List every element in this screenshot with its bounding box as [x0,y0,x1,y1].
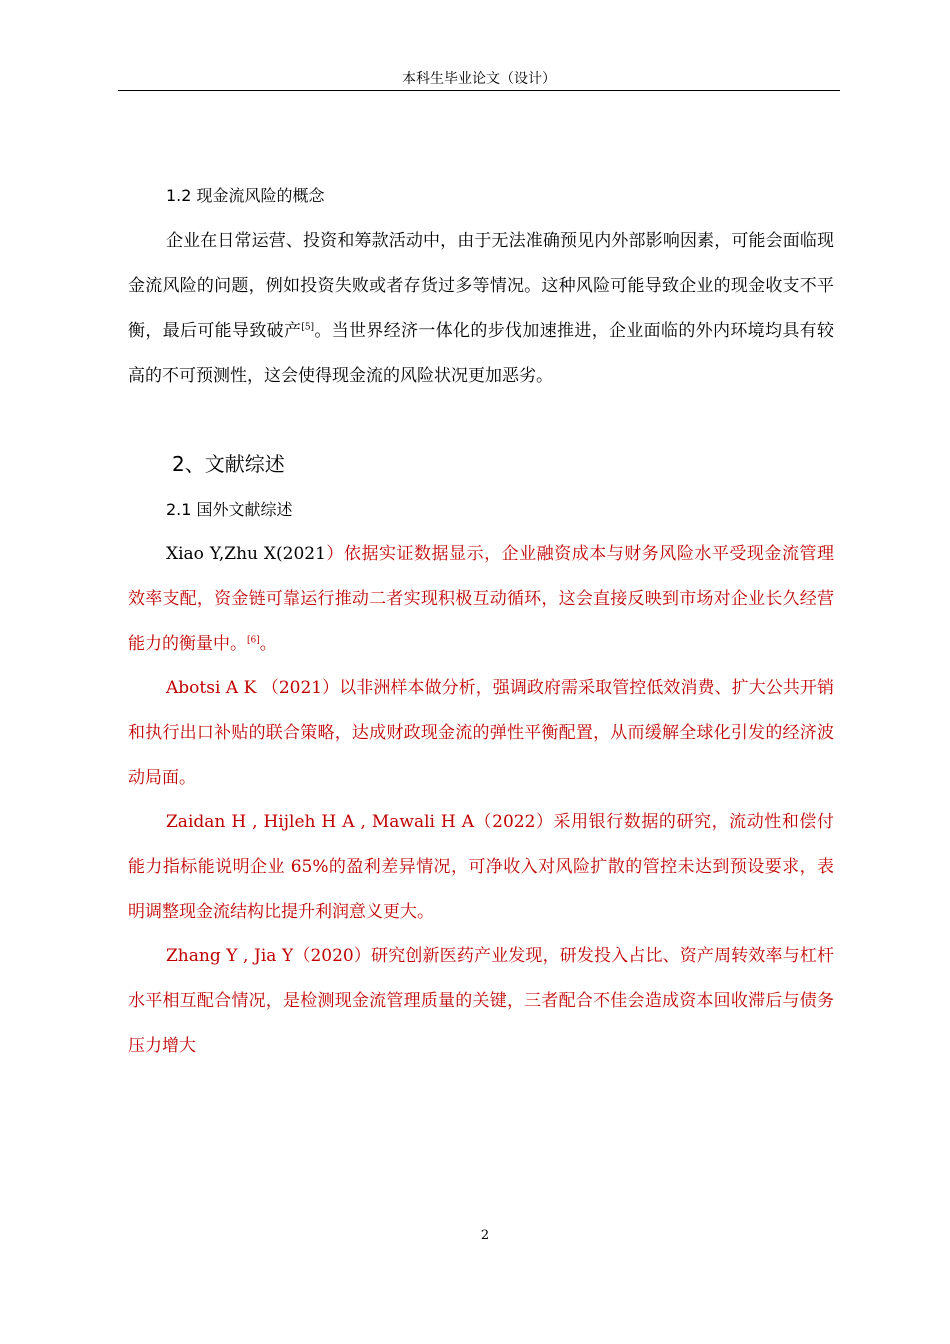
paragraph-abotsi: Abotsi A K （2021）以非洲样本做分析，强调政府需采取管控低效消费、扩大公共开销和执行出口补贴的联合策略，达成财政现金流的弹性平衡配置，从而缓解全球化引发的经济波动局面。 [128,678,834,788]
paragraph-text-a: 企业在日常运营、投资和筹款活动中，由于无法准确预见内外部影响因素，可能会面临现金流风险的问题，例如投资失败或者存货过多等情况。这种风险可能导致企业的现金收支不平衡，最后可能导致破产 [128,231,834,341]
page-header: 本科生毕业论文（设计） [402,71,556,87]
paragraph-cash-flow-risk [128,219,834,399]
author-xiao-zhu: Xiao Y,Zhu X(2021 [166,544,326,564]
page-number: 2 [480,1228,490,1243]
paragraph-xiao-zhu [128,532,834,667]
section-heading-2-1: 2.1 国外文献综述 [166,500,293,519]
citation-5: [5] [301,322,315,333]
paragraph-xiao-zhu-end: 。 [259,634,277,654]
citation-6: [6] [247,635,260,646]
section-heading-2: 2、文献综述 [172,452,285,476]
header-divider [118,90,840,91]
paragraph-zhang-jia: Zhang Y , Jia Y（2020）研究创新医药产业发现，研发投入占比、资产周转效率与杠杆水平相互配合情况，是检测现金流管理质量的关键，三者配合不佳会造成资本回收滞后与债务压力增大 [128,946,834,1056]
paragraph-xiao-zhu-text: ）依据实证数据显示，企业融资成本与财务风险水平受现金流管理效率支配，资金链可靠运行推动二者实现积极互动循环，这会直接反映到市场对企业长久经营能力的衡量中。 [128,544,834,654]
paragraph-text-b: 。当世界经济一体化的步伐加速推进，企业面临的外内环境均具有较高的不可预测性，这会使得现金流的风险状况更加恶劣。 [128,321,834,386]
section-heading-1-2: 1.2 现金流风险的概念 [166,186,325,205]
paragraph-zaidan: Zaidan H , Hijleh H A , Mawali H A（2022）采用银行数据的研究，流动性和偿付能力指标能说明企业 65%的盈利差异情况，可净收入对风险扩散的管控未达到预设要求，表明调整现金流结构比提升利润意义更大。 [128,812,834,922]
